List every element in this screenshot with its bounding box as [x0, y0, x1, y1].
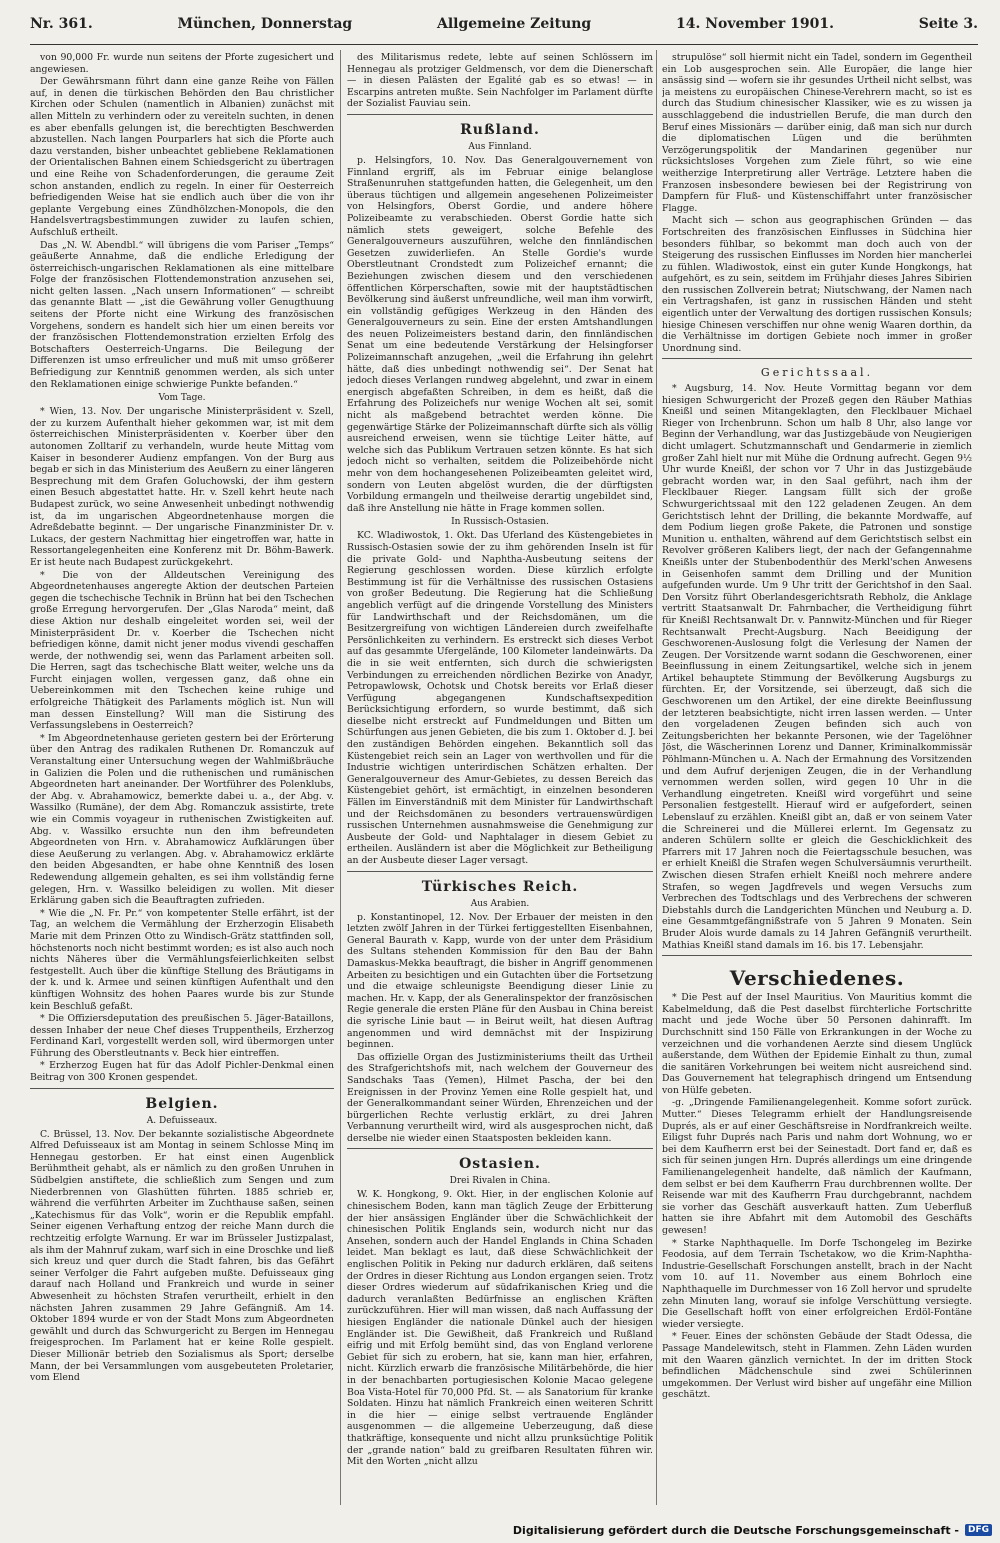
section-subheading: Aus Arabien.: [470, 898, 530, 909]
article-paragraph: W. K. Hongkong, 9. Okt. Hier, in der englischen Kolonie auf chinesischem Boden, kann man täglich Zeuge der Erbitterung der hier ansässigen Engländer über die Schwächlichkeit der chinesischen Politik Englands sein, wodurch nicht nur das Ansehen, sondern auch der Handel Englands in China Schaden leidet. Man beklagt es laut, daß diese Schwächlichkeit der englischen Politik in Peking nur dadurch erklären, daß seitens der Ordres in dieser Richtung aus London ergangen seien. Trotz dieser Ordres wiederum auf südafrikanischen Krieg und die dadurch veranlaßten Bedürfnisse an englischen Kräften zurückzuführen. Hier will man wissen, daß nach Auffassung der hiesigen Engländer die nationale Dünkel auch der hiesigen Engländer ist. Die Gewißheit, daß Frankreich und Rußland eifrig und mit Erfolg bemüht sind, das von England verlorene Gebiet für sich zu erobern, hat sie, kann man hier, erfahren, nicht. Kürzlich erwarb die französische Militärbehörde, die hier in der benachbarten portugiesischen Kolonie Macao gelegene Boa Vista-Hotel für 70,000 Pfd. St. — als Sanatorium für kranke Soldaten. Hinzu hat nämlich Frankreich einen weiteren Schritt in die hier — einige selbst vertrauende Engländer ausgenommen — die allgemeine Ueberzeugung, daß diese thatkräftige, konsequente und nicht allzu prunksüchtige Politik der „grande nation“ bald zu greifbaren Resultaten führen wir. Mit den Worten „nicht allzu: [347, 1189, 653, 1468]
section-divider: [662, 955, 972, 956]
section-title-tuerkei: Türkisches Reich.: [421, 878, 579, 895]
section-title-verschiedenes: Verschiedenes.: [729, 966, 905, 991]
article-paragraph: von 90,000 Fr. wurde nun seitens der Pforte zugesichert und angewiesen.: [30, 52, 334, 75]
article-paragraph: * Die Offiziersdeputation des preußischen 5. Jäger-Bataillons, dessen Inhaber der neue Chef dieses Truppentheils, Erzherzog Ferdinand Karl, vorgestellt werden soll, wird übermorgen unter Führung des Oberstleutnants v. Beck hier eintreffen.: [30, 1013, 334, 1059]
article-paragraph: strupulöse“ soll hiermit nicht ein Tadel, sondern im Gegentheil ein Lob ausgesprochen sein. Alle Europäer, die lange hier ansässig sind — wofern sie ihr gesundes Urtheil nicht selbst, was ja meistens zu europäischen Chinese-Verehrern macht, so ist es durch das Studium chinesischer Klassiker, wie es zu wissen ja ausschlaggebend die industriellen Berufe, die man durch den Beruf eines Missionärs — darüber einig, daß man sich nur durch die diplomatischen Lügen und die berühmten Verzögerungspolitik der Mandarinen gegenüber nur rücksichtsloses Vorgehen zum Ziele führt, so wie eine weitherzige Interpretirung aller Verträge. Letztere haben die Franzosen insbesondere bewiesen bei der Registrirung von Dampfern für Fluß- und Küstenschiffahrt unter französischer Flagge.: [662, 52, 972, 214]
article-paragraph: * Augsburg, 14. Nov. Heute Vormittag begann vor dem hiesigen Schwurgericht der Prozeß gegen den Räuber Mathias Kneißl und seinen Mitangeklagten, den Flecklbauer Michael Rieger von Irchenbrunn. Schon um halb 8 Uhr, also lange vor Beginn der Verhandlung, war das Justizgebäude von Neugierigen dicht umlagert. Schutzmannschaft und Gendarmerie in ziemlich großer Zahl hielt nur mit Mühe die Ordnung aufrecht. Gegen 9½ Uhr wurde Kneißl, der schon vor 7 Uhr in das Justizgebäude gebracht worden war, in den Saal geführt, nach ihm der Flecklbauer Rieger. Langsam füllt sich der große Schwurgerichtssaal mit den 122 geladenen Zeugen. An dem Gerichtstisch lehnt der Drilling, die bekannte Mordwaffe, auf dem Podium liegen große Pakete, die Patronen und sonstige Munition u. enthalten, während auf dem Gerichtstisch selbst ein Revolver größeren Kalibers liegt, der nach der Gefangennahme Kneißls unter der Stubenbodenthür des Merkl'schen Anwesens in Geisenhofen sammt dem Drilling und der Munition aufgefunden wurde. Um 9 Uhr tritt der Gerichtshof in den Saal. Den Vorsitz führt Oberlandesgerichtsrath Rebholz, die Anklage vertritt Staatsanwalt Dr. Fahrnbacher, die Vertheidigung führt für Kneißl Rechtsanwalt Dr. v. Pannwitz-München und für Rieger Rechtsanwalt Precht-Augsburg. Nach Beeidigung der Geschworenen-Auslosung folgt die Verlesung der Namen der Zeugen. Der Vorsitzende warnt sodann die Geschworenen, einer Beeinflussung in einem Zeitungsartikel, welche sich in jenem Artikel behauptete Stimmung der Bevölkerung Augsburgs zu fürchten. Er, der Vorsitzende, sei überzeugt, daß sich die Geschworenen um den Artikel, der eine direkte Beeinflussung der letzteren beabsichtigte, nicht irren lassen werden. — Unter den vorgeladenen Zeugen befinden sich auch von Zeitungsberichten her bekannte Personen, wie der Tagelöhner Jöst, die Wäscherinnen Lorenz und Danner, Kriminalkommissär Pöhlmann-München u. A. Nach der Ermahnung des Vorsitzenden und dem Aufruf derjenigen Zeugen, die in der Verhandlung vernommen werden sollen, wird gegen 10 Uhr in die Verhandlung eingetreten. Kneißl wird vorgeführt und seine Personalien festgestellt. Hierauf wird er aufgefordert, seinen Lebenslauf zu erzählen. Kneißl gibt an, daß er von seinem Vater die Schreinerei und die Müllerei erlernt. Im Gegensatz zu anderen Schülern sollte er gleich die Geschicklichkeit des Pfarrers mit 17 Jahren noch die Feiertagsschule besuchen, was er erhielt Kneißl die Strafen wegen Schulversäumnis verurtheilt. Zwischen diesen Strafen erhielt Kneißl noch mehrere andere Strafen, so wegen Jagdfrevels und wegen Versuchs zum Verbrechen des Todtschlags und des Verbrechens der schweren Diebstahls durch die Landgerichten München und Neuburg a. D. eine Gesammtgefängnißstrafe von 5 Jahren 9 Monaten. Sein Bruder Alois wurde damals zu 14 Jahren Gefängniß verurtheilt. Mathias Kneißl stand damals im 16. bis 17. Lebensjahr.: [662, 383, 972, 951]
section-divider: [347, 114, 653, 115]
article-paragraph: Der Gewährsmann führt dann eine ganze Reihe von Fällen auf, in denen die türkischen Behörden den Bau christlicher Kirchen oder Schulen (namentlich in Albanien) zunächst mit allen Mitteln zu verhindern oder zu vereiteln suchten, in denen es aber ebenfalls gelungen ist, die berechtigten Beschwerden abzustellen. Nach langen Pourparlers hat sich die Pforte auch dazu verstanden, bisher unbeachtet gebliebene Reklamationen der Orientalischen Bahnen einem Schiedsgericht zu übertragen und eine Reihe von Schadenforderungen, die geraume Zeit schon anstanden, endlich zu regeln. In einer für Oesterreich befriedigenden Weise hat sie endlich auch über die von ihr geplante Vergebung eines Zündhölzchen-Monopols, die den Handelsvertragsbestimmungen zuwider zu laufen schien, Aufschluß ertheilt.: [30, 76, 334, 238]
section-title-russland: Rußland.: [460, 121, 540, 138]
section-subheading: In Russisch-Ostasien.: [451, 517, 549, 528]
article-paragraph: * Wien, 13. Nov. Der ungarische Ministerpräsident v. Szell, der zu kurzem Aufenthalt hieher gekommen war, ist mit dem österreichischen Ministerpräsidenten v. Koerber über den autonomen Zolltarif zu verhandeln, wurde heute Mittag vom Kaiser in besonderer Audienz empfangen. Von der Burg aus begab er sich in das Ministerium des Aeußern zu einer längeren Besprechung mit dem Grafen Goluchowski, der ihm gestern einen Besuch abgestattet hatte. Hr. v. Szell kehrt heute nach Budapest zurück, wo seine Anwesenheit unbedingt nothwendig ist, da im ungarischen Abgeordnetenhause morgen die Adreßdebatte beginnt. — Der ungarische Finanzminister Dr. v. Lukacs, der gestern Nachmittag hier eingetroffen war, hatte in Ressortangelegenheiten eine Konferenz mit Dr. Böhm-Bawerk. Er ist heute nach Budapest zurückgekehrt.: [30, 406, 334, 568]
section-divider: [662, 358, 972, 359]
article-paragraph: * Erzherzog Eugen hat für das Adolf Pichler-Denkmal einen Beitrag von 300 Kronen gespendet.: [30, 1060, 334, 1084]
credit-text: Digitalisierung gefördert durch die Deutsche Forschungsgemeinschaft -: [512, 1523, 959, 1537]
article-paragraph: * Starke Naphthaquelle. Im Dorfe Tschongeleg im Bezirke Feodosia, auf dem Terrain Tschetakow, wo die Krim-Naphtha-Industrie-Gesellschaft Forschungen anstellt, brach in der Nacht vom 10. auf 11. November aus einem Bohrloch eine Naphthaquelle im Durchmesser von 16 Zoll hervor und sprudelte zehn Minuten lang, worauf sie infolge Verschüttung versiegte. Die Gesellschaft hofft von einer erfolgreichen Erdöl-Fontäne wieder versiegte.: [662, 1237, 972, 1330]
column-1: [30, 52, 334, 1507]
article-paragraph: * Feuer. Eines der schönsten Gebäude der Stadt Odessa, die Passage Mandelewitsch, steht in Flammen. Zehn Läden wurden mit den Waaren gänzlich vernichtet. In der im dritten Stock befindlichen Mädchenschule sind zwei Schülerinnen umgekommen. Der Verlust wird bisher auf ungefähr eine Million geschätzt.: [662, 1331, 972, 1401]
section-title-belgien: Belgien.: [145, 1095, 219, 1112]
article-paragraph: KC. Wladiwostok, 1. Okt. Das Uferland des Küstengebietes in Russisch-Ostasien sowie der zu ihm gehörenden Inseln ist für die private Gold- und Naphtha-Ausbeutung seitens der Regierung geschlossen worden. Diese kürzlich erfolgte Bestimmung ist für die Verhältnisse des russischen Ostasiens von großer Bedeutung. Die Regierung hat die Schließung angeblich verfügt auf die dringende Vorstellung des Ministers für Landwirthschaft und der Reichsdomänen, um die Besitzergreifung von wichtigen Ländereien durch zweifelhafte Persönlichkeiten zu verhindern. Es erstreckt sich dieses Verbot auf das gesammte Ufergelände, 100 Kilometer landeinwärts. Da die in sie weit entfernten, sich durch die schwierigsten Verbindungen zu erreichenden nördlichen Bezirke von Anadyr, Petropawlowsk, Ochotsk und Chotsk bereits vor Erlaß dieser Verfügung abgegangenen Kundschaftsexpedition Berücksichtigung erfordern, so wurde bestimmt, daß sich dieselbe nicht erstreckt auf Fundmeldungen und Bitten um Schürfungen aus jenen Gebieten, die bis zum 1. Oktober d. J. bei den zuständigen Behörden eingehen. Bekanntlich soll das Küstengebiet reich sein an Lager von werthvollen und für die Industrie wichtigen unterirdischen Schätzen erhalten. Der Generalgouverneur des Amur-Gebietes, zu dessen Bereich das Küstengebiet gehört, ist ermächtigt, in einzelnen besonderen Fällen im Einverständniß mit dem Minister für Landwirthschaft und der Reichsdomänen zu besonders vertrauenswürdigen russischen Unternehmen ausnahmsweise die Genehmigung zur Ausbeute der Gold- und Naphtalager in diesem Gebiet zu ertheilen. Ausländern ist aber die Möglichkeit zur Betheiligung an der Ausbeute dieser Lager versagt.: [347, 530, 653, 866]
section-divider: [347, 871, 653, 872]
section-divider: [30, 1088, 334, 1089]
section-subheading: Aus Finnland.: [468, 141, 532, 152]
article-paragraph: * Die von der Alldeutschen Vereinigung des Abgeordnetenhauses angeregte Aktion der deutschen Parteien gegen die tschechische Technik in Brünn hat bei den Tschechen große Erregung hervorgerufen. Der „Glas Naroda“ meint, daß diese Aktion nur deshalb eingeleitet worden sei, weil der Ministerpräsident Dr. v. Koerber die Tschechen nicht befriedigen könne, damit nicht jener modus vivendi geschaffen werde, der nothwendig sei, wenn das Parlament arbeiten soll. Die Herren, sagt das tschechische Blatt weiter, welche uns da Furcht einjagen wollen, vergessen ganz, daß ohne ein Uebereinkommen mit den Tschechen keine ruhige und erfolgreiche Thätigkeit des Parlaments möglich ist. Nun will man dessen Einstellung? Will man die Sistirung des Verfassungslebens in Oesterreich?: [30, 569, 334, 732]
section-title-gerichtssaal: Gerichtssaal.: [760, 366, 874, 380]
issue-date: 14. November 1901.: [675, 16, 834, 32]
digitization-credit: [513, 1522, 992, 1538]
article-paragraph: des Militarismus redete, lebte auf seinen Schlössern im Hennegau als protziger Geldmensch, vor dem die Dienerschaft — in diesen Palästen der Egalité gab es so etwas! — in Escarpins antreten mußte. Sein Nachfolger im Parlament dürfte der Sozialist Fauviau sein.: [347, 52, 653, 110]
column-divider: [340, 50, 341, 1505]
section-subheading: Vom Tage.: [158, 393, 206, 404]
page-header: [30, 16, 978, 45]
article-paragraph: * Wie die „N. Fr. Pr.“ von kompetenter Stelle erfährt, ist der Tag, an welchem die Vermählung der Erzherzogin Elisabeth Marie mit dem Prinzen Otto zu Windisch-Grätz stattfinden soll, höchstenorts noch nicht bestimmt worden; es ist also auch noch nichts Näheres über die Vermählungsfeierlichkeiten selbst festgestellt. Auch über die künftige Stellung des Bräutigams in der k. und k. Armee und seinen künftigen Aufenthalt und den künftigen Wohnsitz des hohen Paares wurde bis zur Stunde kein Beschluß gefaßt.: [30, 907, 334, 1012]
page-number: Seite 3.: [918, 16, 978, 32]
issue-number: Nr. 361.: [30, 16, 93, 32]
section-subheading: Drei Rivalen in China.: [449, 1176, 551, 1187]
article-paragraph: -g. „Dringende Familienangelegenheit. Komme sofort zurück. Mutter.“ Dieses Telegramm erhielt der Handlungsreisende Duprés, als er auf einer Geschäftsreise in Nordfrankreich weilte. Eiligst fuhr Duprés nach Paris und nahm dort Wohnung, wo er bei dem Kaufherrn erst bei der Seinestadt. Dort fand er, daß es sich für seinen jungen Hrn. Duprés allerdings um eine dringende Familienangelegenheit handelte, daß nämlich der Kaufmann, dem selbst er bei dem Kaufherrn Frau durchbrennen wollte. Der Reisende war mit des Kaufherrn Frau durchgebrannt, nachdem sie vorher das Geschäft ausverkauft hatten. Zum Ueberfluß hatten sie ihre Abfahrt mit dem Automobil des Geschäfts gewesen!: [662, 1097, 972, 1236]
article-paragraph: p. Helsingfors, 10. Nov. Das Generalgouvernement von Finnland ergriff, als im Februar einige belanglose Straßenunruhen stattgefunden hatten, die Gelegenheit, um den überaus tüchtigen und allgemein angesehenen Polizeimeister von Helsingfors, Oberst Gordie, und andere höhere Polizeibeamte zu verabschieden. Oberst Gordie hatte sich nämlich stets geweigert, solche Befehle des Generalgouverneurs auszuführen, welche den finnländischen Gesetzen zuwiderliefen. An Stelle Gordie's wurde Oberstleutnant Crondstedt zum Polizeichef ernannt; die Beziehungen zwischen diesem und den verschiedenen öffentlichen Körperschaften, sowie mit der hauptstädtischen Bevölkerung sind äußerst unfreundliche, weil man ihm vorwirft, ein vollständig gefügiges Werkzeug in den Händen des Generalgouverneurs zu sein. Eine der ersten Amtshandlungen des neuen Polizeimeisters bestand darin, den finnländischen Senat um eine bedeutende Verstärkung der Helsingforser Polizeimannschaft anzugehen, „weil die Erfahrung ihn gelehrt hätte, daß dies unbedingt nothwendig sei“. Der Senat hat jedoch dieses Verlangen rundweg abgelehnt, und zwar in einem energisch abgefaßten Schreiben, in dem es heißt, daß die Erfahrung des Polizeichefs nur wenige Wochen alt sei, somit nicht als maßgebend betrachtet werden könne. Die gegenwärtige Stärke der Polizeimannschaft dürfte sich als völlig ausreichend erweisen, wenn sie tüchtige Leiter hätte, auf welche sich das Publikum Vertrauen setzen könnte. Es hat sich jedoch nicht so verhalten, seitdem die Polizeibehörde nicht mehr von dem hochangesehenen Polizeibeamten geleitet wird, sondern von Leuten abgelöst wurden, die der dürftigsten Vorbildung ermangeln und theilweise derartig ungebildet sind, daß ihre Anstellung nie hätte in Frage kommen sollen.: [347, 154, 653, 514]
column-divider: [656, 50, 657, 1505]
article-paragraph: * Die Pest auf der Insel Mauritius. Von Mauritius kommt die Kabelmeldung, daß die Pest daselbst fürchterliche Fortschritte macht und jede Woche über 50 Personen dahinrafft. Im Durchschnitt sind 150 Fälle von Erkrankungen in der Woche zu verzeichnen und die vorhandenen Aerzte sind diesem Unglück außerstande, dem Wüthen der Epidemie Einhalt zu thun, zumal die sanitären Vorkehrungen bei weitem nicht ausreichend sind. Das Gouvernement hat telegraphisch dringend um Entsendung von Hülfe gebeten.: [662, 992, 972, 1096]
column-3: [662, 52, 972, 1507]
dfg-logo: DFG: [965, 1524, 992, 1536]
newspaper-title: Allgemeine Zeitung: [436, 16, 592, 32]
section-divider: [347, 1148, 653, 1149]
section-subheading: A. Defuisseaux.: [146, 1115, 218, 1126]
article-paragraph: * Im Abgeordnetenhause gerieten gestern bei der Erörterung über den Antrag des radikalen Ruthenen Dr. Romanczuk auf Veranstaltung einer Untersuchung wegen der Wahlmißbräuche in Galizien die Polen und die ruthenischen und rumänischen Abgeordneten hart aneinander. Der Wortführer des Polenklubs, der Abg. v. Abrahamowicz, bemerkte dabei u. a., der Abg. v. Wassilko (Rumäne), der dem Abg. Romanczuk assistirte, trete wie ein Commis voyageur in ruthenischen Zwistigkeiten auf. Abg. v. Wassilko ersuchte nun den ihm befreundeten Abgeordneten von Hrn. v. Abrahamowicz Aufklärungen über diese Aeußerung zu verlangen. Abg. v. Abrahamowicz erklärte den beiden Abgesandten, er habe ohne Kenntniß des losen Redewendung allgemein gehalten, es sei ihm vollständig ferne gelegen, Hrn. v. Wassilko beleidigen zu wollen. Mit dieser Erklärung gaben sich die Beauftragten zufrieden.: [30, 732, 334, 907]
article-paragraph: C. Brüssel, 13. Nov. Der bekannte sozialistische Abgeordnete Alfred Defuisseaux ist am Montag in seinem Schlosse Minq im Hennegau gestorben. Er hat einst einen Augenblick Berühmtheit gehabt, als er nämlich zu den großen Unruhen in Südbelgien anstiftete, die schließlich zum Sengen und zum Niederbrennen von Glashütten führten. 1885 schrieb er, während die verführten Arbeiter im Zuchthause saßen, seinen „Katechismus für das Volk“, worin er die Republik empfahl. Seiner eigenen Verhaftung entzog der reiche Mann durch die rechtzeitig erfolgte Warnung. Er war im Brüsseler Justizpalast, als ihm der Mahnruf zukam, warf sich in eine Droschke und ließ sich kreuz und quer durch die Stadt fahren, bis das Gefährt seiner Verfolger die Fahrt aufgeben mußte. Defuisseaux ging darauf nach Holland und Frankreich und wurde in seiner Abwesenheit zu höchsten Strafen verurtheilt, erhielt in den nächsten Jahren zusammen 29 Jahre Gefängniß. Am 14. Oktober 1894 wurde er von der Stadt Mons zum Abgeordneten gewählt und durch das Schwurgericht zu Bergen im Hennegau freigesprochen. Im Parlament hat er keine Rolle gespielt. Dieser Millionär betrieb den Sozialismus als Sport; derselbe Mann, der bei Versammlungen vom ausgebeuteten Proletarier, vom Elend: [30, 1128, 334, 1384]
article-paragraph: Das offizielle Organ des Justizministeriums theilt das Urtheil des Strafgerichtshofs mit, nach welchem der Gouverneur des Sandschaks Taas (Yemen), Hilmet Pascha, der bei den Ereignissen in der Provinz Yemen eine Rolle gespielt hat, und der Generalkommandant seiner Würden, Ehrenzeichen und der bürgerlichen Rechte verlustig erklärt, zu drei Jahren Verbannung verurtheilt wird, wird als ausgesprochen nicht, daß derselbe nie wieder einen Staatsposten bekleiden kann.: [347, 1051, 653, 1144]
place-day: München, Donnerstag: [177, 16, 353, 32]
column-2: [347, 52, 653, 1507]
article-paragraph: p. Konstantinopel, 12. Nov. Der Erbauer der meisten in den letzten zwölf Jahren in der Türkei fertiggestellten Eisenbahnen, General Baurath v. Kapp, wurde von der unter dem Präsidium des Sultans stehenden Kommission für den Bau der Bahn Damaskus-Mekka beauftragt, die bisher in Angriff genommenen Arbeiten zu besichtigen und ein Gutachten über die Fortsetzung und die etwaige schleunigste Beendigung dieser Linie zu machen. Hr. v. Kapp, der als Generalinspektor der französischen Regie generale die ersten Pläne für den Ausbau in China bereist die syrische Linie baut — in Beirut weilt, hat diesen Auftrag angenommen und wird demnächst mit der Inspizirung beginnen.: [347, 911, 653, 1051]
article-paragraph: Macht sich — schon aus geographischen Gründen — das Fortschreiten des französischen Einflusses in Südchina hier besonders fühlbar, so bekommt man doch auch von der Steigerung des russischen Einflusses im Norden hier mancherlei zu fühlen. Wladiwostok, einst ein guter Kunde Hongkongs, hat aufgehört, es zu sein, seitdem im Frühjahr dieses Jahres Sibirien den russischen Zollverein betrat; Niutschwang, der Namen nach ein Vertragshafen, ist ganz in russischen Händen und steht eigentlich unter der Verwaltung des dortigen russischen Konsuls; hiesige Chinesen verschiffen nur ohne wenig Waaren dorthin, da die Verhältnisse im dortigen Gebiete noch immer in großer Unordnung sind.: [662, 215, 972, 354]
article-paragraph: Das „N. W. Abendbl.“ will übrigens die vom Pariser „Temps“ geäußerte Annahme, daß die endliche Erledigung der österreichisch-ungarischen Reklamationen als eine mittelbare Folge der französischen Flottendemonstration anzusehen sei, nicht gelten lassen. „Nach unsern Informationen“ — schreibt das genannte Blatt — „ist die Gewährung voller Genugthuung seitens der Pforte nicht eine Wirkung des französischen Vorgehens, sondern es handelt sich hier um einen bereits vor der französischen Flottendemonstration erzielten Erfolg des Botschafters Oesterreich-Ungarns. Die Beilegung der Differenzen ist umso erfreulicher und muß mit umso größerer Befriedigung zur Kenntniß genommen werden, als sich unter den Reklamationen einige schwierige Punkte befanden.“: [30, 239, 334, 390]
section-title-ostasien: Ostasien.: [459, 1156, 541, 1173]
